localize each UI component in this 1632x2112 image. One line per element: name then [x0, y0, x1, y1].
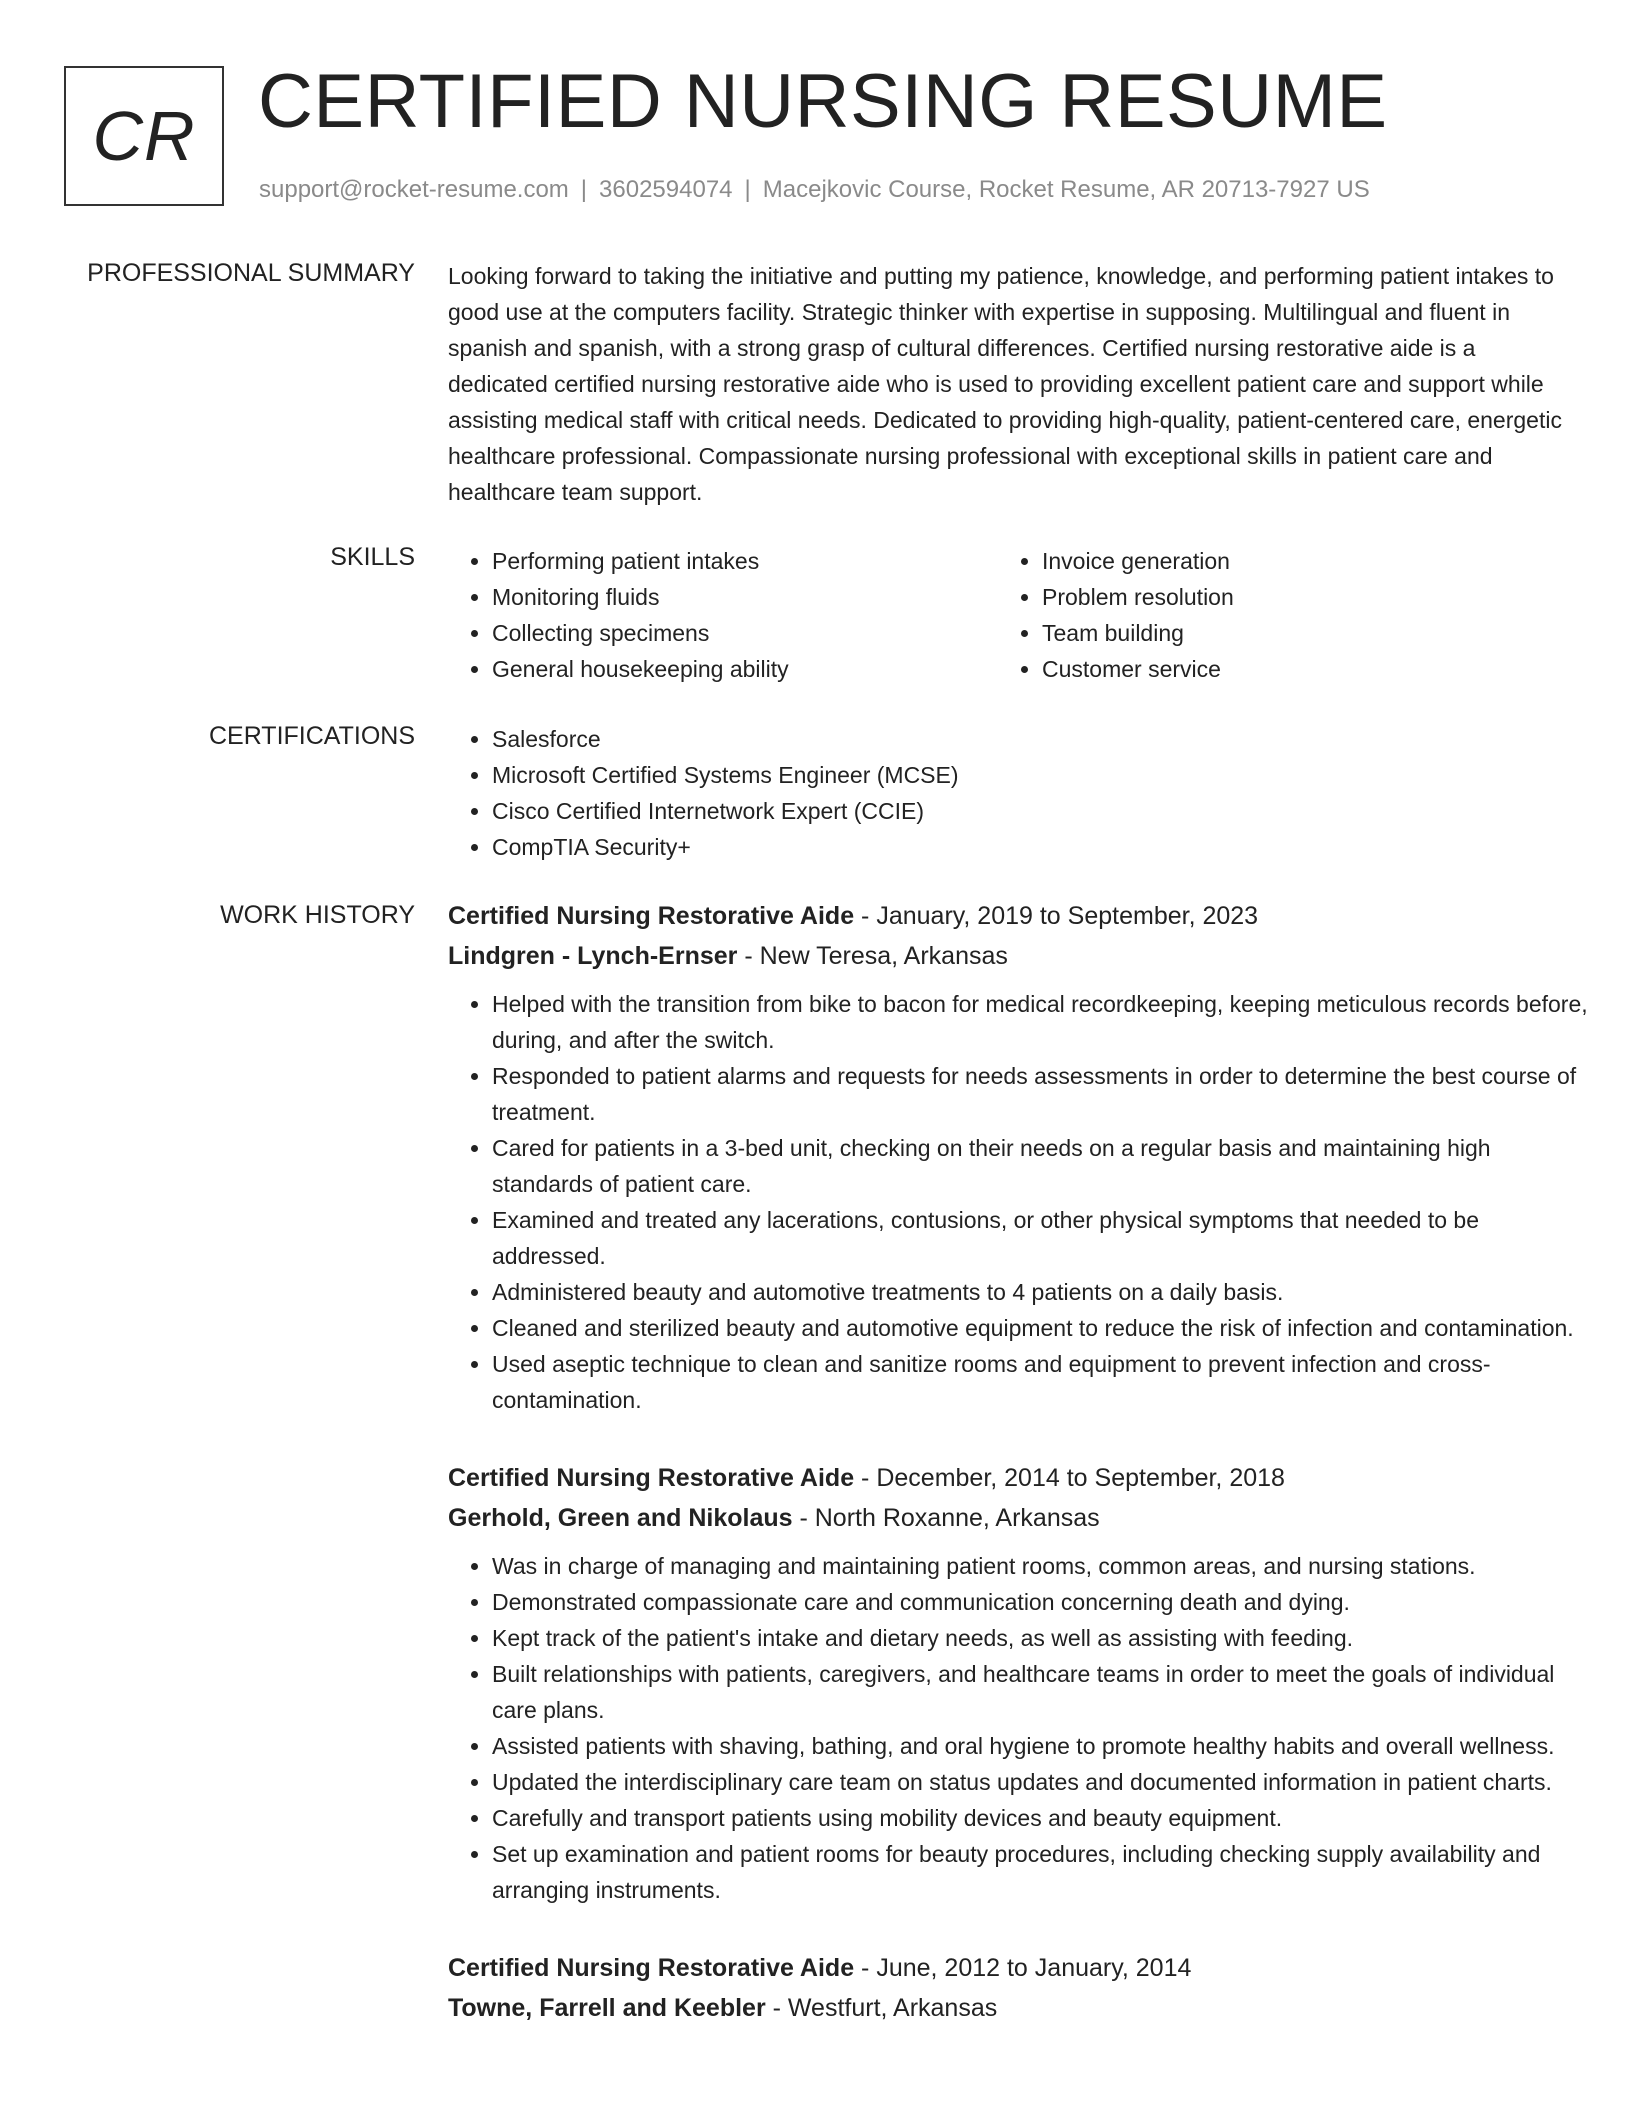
job-company-line [448, 936, 1588, 976]
work-history-section [448, 896, 1588, 2028]
contact-separator: | [744, 176, 751, 203]
job-company: Towne, Farrell and Keebler [448, 1994, 766, 2022]
certification-item: • CompTIA Security+ [492, 829, 1580, 865]
job-bullet: • Administered beauty and automotive treatments to 4 patients on a daily basis. [492, 1274, 1588, 1310]
contact-email: support@rocket-resume.com [259, 176, 569, 203]
job-bullet: • Cleaned and sterilized beauty and automotive equipment to reduce the risk of infection and contamination. [492, 1310, 1588, 1346]
job-bullet: • Kept track of the patient's intake and dietary needs, as well as assisting with feeding. [492, 1620, 1588, 1656]
job-title-line [448, 896, 1588, 936]
job-title-line [448, 1458, 1588, 1498]
job-title: Certified Nursing Restorative Aide [448, 1954, 855, 1982]
certification-item: • Microsoft Certified Systems Engineer (MCSE) [492, 757, 1580, 793]
skill-item: • Team building [1042, 615, 1548, 651]
job-bullet: • Examined and treated any lacerations, contusions, or other physical symptoms that needed to be addressed. [492, 1202, 1588, 1274]
job-title: Certified Nursing Restorative Aide [448, 902, 855, 930]
job-company: Lindgren - Lynch-Ernser [448, 942, 738, 970]
skill-item: • General housekeeping ability [492, 651, 998, 687]
certifications-section [448, 721, 1580, 865]
job-bullet: • Assisted patients with shaving, bathing, and oral hygiene to promote healthy habits and overall wellness. [492, 1728, 1588, 1764]
job-dates: - December, 2014 to September, 2018 [854, 1464, 1285, 1492]
job-bullet: • Demonstrated compassionate care and communication concerning death and dying. [492, 1584, 1588, 1620]
job-bullet: • Built relationships with patients, caregivers, and healthcare teams in order to meet the goals of individual care plans. [492, 1656, 1588, 1728]
job-bullet-list [448, 1548, 1588, 1908]
contact-address: Macejkovic Course, Rocket Resume, AR 20713-7927 US [762, 176, 1370, 203]
skill-item: • Monitoring fluids [492, 579, 998, 615]
certification-item: • Salesforce [492, 721, 1580, 757]
summary-label: PROFESSIONAL SUMMARY [87, 259, 415, 287]
job-bullet: • Responded to patient alarms and requests for needs assessments in order to determine the best course of treatment. [492, 1058, 1588, 1130]
job-bullet: • Cared for patients in a 3-bed unit, checking on their needs on a regular basis and maintaining high standards of patient care. [492, 1130, 1588, 1202]
skills-list-right [998, 543, 1548, 687]
job-dates: - January, 2019 to September, 2023 [854, 902, 1259, 930]
contact-phone: 3602594074 [599, 176, 733, 203]
summary-section [448, 258, 1568, 510]
skills-grid [448, 543, 1580, 687]
skill-item: • Performing patient intakes [492, 543, 998, 579]
skill-item: • Problem resolution [1042, 579, 1548, 615]
contact-separator: | [580, 176, 588, 203]
job-bullet: • Carefully and transport patients using mobility devices and beauty equipment. [492, 1800, 1588, 1836]
job-entry [448, 1948, 1588, 2028]
skill-item: • Invoice generation [1042, 543, 1548, 579]
skill-item: • Customer service [1042, 651, 1548, 687]
certifications-label: CERTIFICATIONS [208, 722, 415, 750]
skills-list-left [448, 543, 998, 687]
certifications-list [448, 721, 1580, 865]
job-bullet: • Was in charge of managing and maintaining patient rooms, common areas, and nursing stations. [492, 1548, 1588, 1584]
monogram-box [64, 66, 224, 206]
job-location: - Westfurt, Arkansas [765, 1994, 998, 2022]
job-location: - North Roxanne, Arkansas [792, 1504, 1100, 1532]
job-title: Certified Nursing Restorative Aide [448, 1464, 855, 1492]
job-bullet: • Set up examination and patient rooms for beauty procedures, including checking supply availability and arranging instruments. [492, 1836, 1588, 1908]
skill-item: • Collecting specimens [492, 615, 998, 651]
job-title-line [448, 1948, 1588, 1988]
work-history-label: WORK HISTORY [220, 901, 415, 929]
job-entry [448, 896, 1588, 1418]
summary-text: Looking forward to taking the initiative and putting my patience, knowledge, and performing patient intakes to good use at the computers facility. Strategic thinker with expertise in supposing. Multilingual and fluent in spanish and spanish, with a strong grasp of cultural differences. Certified nursing restorative aide is a dedicated certified nursing restorative aide who is used to providing excellent patient care and support while assisting medical staff with critical needs. Dedicated to providing high-quality, patient-centered care, energetic healthcare professional. Compassionate nursing professional with exceptional skills in patient care and healthcare team support. [448, 263, 1562, 505]
job-location: - New Teresa, Arkansas [737, 942, 1008, 970]
contact-line [259, 176, 1370, 204]
monogram-initials: CR [92, 97, 196, 175]
resume-title: CERTIFIED NURSING RESUME [258, 59, 1388, 144]
job-bullet: • Updated the interdisciplinary care team on status updates and documented information in patient charts. [492, 1764, 1588, 1800]
job-bullet: • Helped with the transition from bike to bacon for medical recordkeeping, keeping meticulous records before, during, and after the switch. [492, 986, 1588, 1058]
job-bullet-list [448, 986, 1588, 1418]
job-company-line [448, 1498, 1588, 1538]
job-company: Gerhold, Green and Nikolaus [448, 1504, 793, 1532]
certification-item: • Cisco Certified Internetwork Expert (CCIE) [492, 793, 1580, 829]
job-entry [448, 1458, 1588, 1908]
job-bullet: • Used aseptic technique to clean and sanitize rooms and equipment to prevent infection and cross-contamination. [492, 1346, 1588, 1418]
skills-section [448, 543, 1580, 687]
skills-label: SKILLS [330, 543, 415, 571]
job-dates: - June, 2012 to January, 2014 [854, 1954, 1192, 1982]
job-company-line [448, 1988, 1588, 2028]
